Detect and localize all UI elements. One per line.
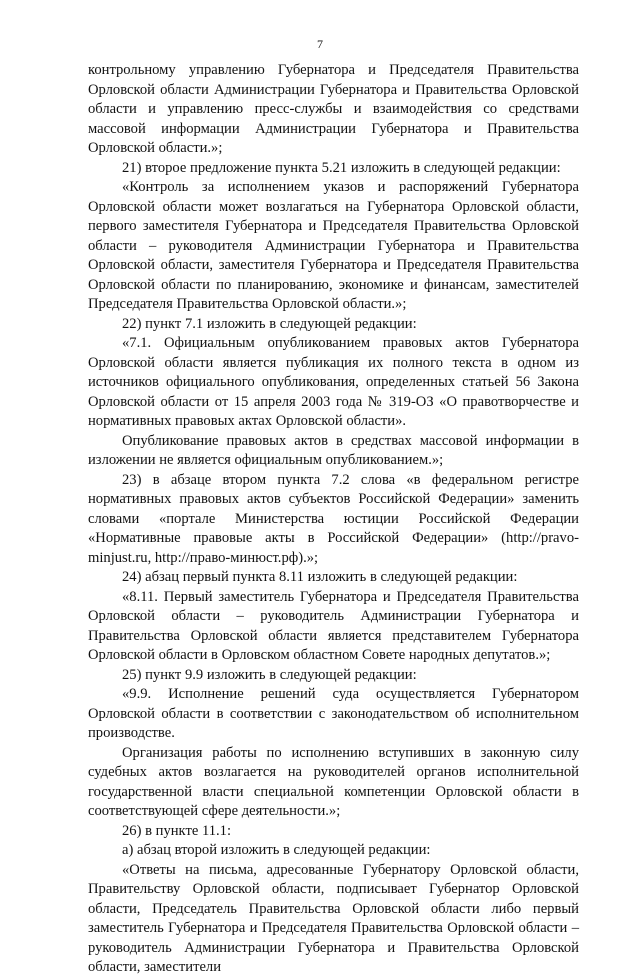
paragraph: Опубликование правовых актов в средствах массовой информации в изложении не является официальным опубликованием.»; xyxy=(88,432,579,468)
page-number: 7 xyxy=(317,37,323,51)
paragraph: 25) пункт 9.9 изложить в следующей редакции: xyxy=(122,666,417,683)
paragraph: контрольному управлению Губернатора и Председателя Правительства Орловской области Администрации Губернатора и Правительства Орловской области и управлению пресс-службы и взаимодействия со средствами массовой информации Администрации Губернатора и Правительства Орловской области.»; xyxy=(88,62,579,156)
document-body xyxy=(88,61,579,978)
paragraph: 21) второе предложение пункта 5.21 изложить в следующей редакции: xyxy=(122,159,561,176)
paragraph: Организация работы по исполнению вступивших в законную силу судебных актов возлагается на руководителей органов исполнительной государственной власти специальной компетенции Орловской области в соответствующей сфере деятельности.»; xyxy=(88,744,579,819)
paragraph: «Контроль за исполнением указов и распоряжений Губернатора Орловской области может возлагаться на Губернатора Орловской области, первого заместителя Губернатора и Председателя Правительства Орловской области – руководителя Администрации Губернатора и Правительства Орловской области, заместителя Губернатора и Председателя Правительства Орловской области по планированию, экономике и финансам, заместителей Председателя Правительства Орловской области.»; xyxy=(88,179,579,312)
paragraph: 23) в абзаце втором пункта 7.2 слова «в федеральном регистре нормативных правовых актов субъектов Российской Федерации» заменить словами «портале Министерства юстиции Российской Федерации «Нормативные правовые акты в Российской Федерации» (http://pravo-minjust.ru, http://право-минюст.рф).»; xyxy=(88,471,579,566)
paragraph: «7.1. Официальным опубликованием правовых актов Губернатора Орловской области является публикация их полного текста в одном из источников официального опубликования, определенных статьей 56 Закона Орловской области от 15 апреля 2003 года № 319-ОЗ «О правотворчестве и нормативных правовых актах Орловской области». xyxy=(88,335,579,429)
paragraph: а) абзац второй изложить в следующей редакции: xyxy=(122,842,431,858)
paragraph: «8.11. Первый заместитель Губернатора и Председателя Правительства Орловской области – руководитель Администрации Губернатора и Правительства Орловской области является представителем Губернатора Орловской области в Орловском областном Совете народных депутатов.»; xyxy=(88,588,579,663)
paragraph: «9.9. Исполнение решений суда осуществляется Губернатором Орловской области в соответствии с законодательством об исполнительном производстве. xyxy=(88,686,579,741)
paragraph: 22) пункт 7.1 изложить в следующей редакции: xyxy=(122,315,417,332)
paragraph: 26) в пункте 11.1: xyxy=(122,822,232,839)
paragraph: «Ответы на письма, адресованные Губернатору Орловской области, Правительству Орловской области, подписывает Губернатор Орловской области, Председатель Правительства Орловской области либо первый заместитель Губернатора и Председателя Правительства Орловской области – руководитель Администрации Губернатора и Правительства Орловской области, заместители xyxy=(88,861,579,975)
paragraph: 24) абзац первый пункта 8.11 изложить в следующей редакции: xyxy=(122,569,518,585)
